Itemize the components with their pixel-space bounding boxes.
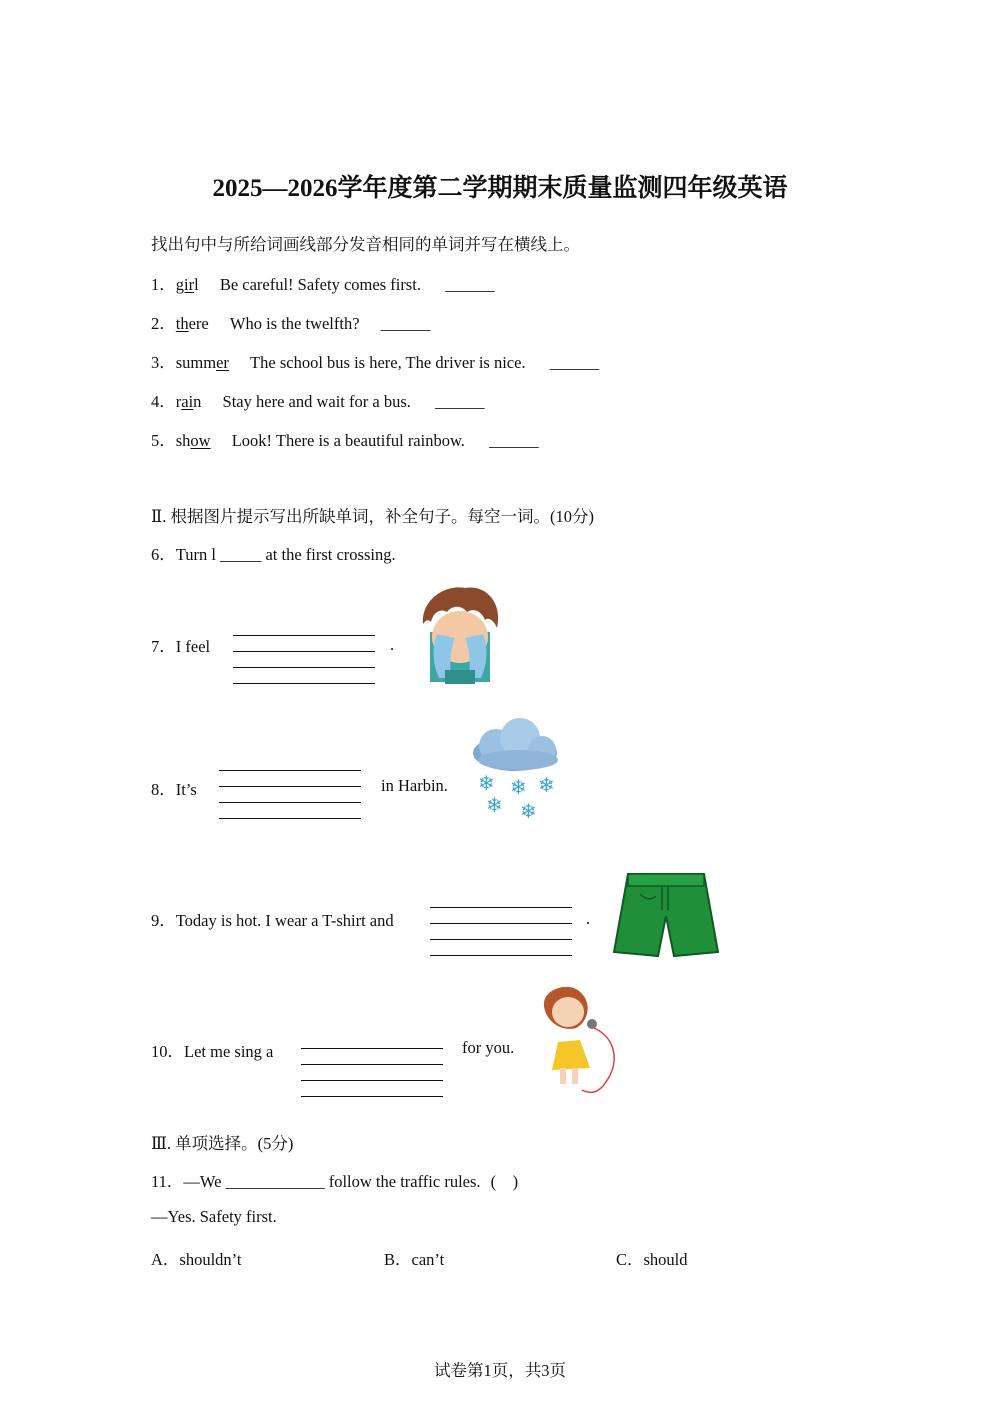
svg-text:❄: ❄ xyxy=(478,771,495,795)
answer-line[interactable] xyxy=(430,939,572,940)
question-number: 5． xyxy=(151,431,176,450)
question-number: 1． xyxy=(151,275,176,294)
question-text: Let me sing a xyxy=(184,1042,274,1061)
answer-line[interactable] xyxy=(219,802,361,803)
given-word-underlined: th xyxy=(175,314,189,333)
question-sentence: Who is the twelfth? xyxy=(229,314,360,333)
svg-text:❄: ❄ xyxy=(486,793,503,817)
answer-blank[interactable]: ______ xyxy=(380,314,431,333)
question-sentence: Stay here and wait for a bus. xyxy=(222,392,411,411)
given-word-underlined: er xyxy=(216,353,229,372)
question-2 xyxy=(151,310,430,334)
singing-girl-icon xyxy=(536,982,620,1100)
question-number: 2． xyxy=(151,314,176,333)
option-b[interactable] xyxy=(384,1246,444,1270)
question-number: 4． xyxy=(151,392,176,411)
answer-line[interactable] xyxy=(219,770,361,771)
option-text: shouldn’t xyxy=(179,1250,242,1269)
question-text: Today is hot. I wear a T-shirt and xyxy=(175,911,394,930)
answer-line[interactable] xyxy=(219,786,361,787)
crying-boy-icon xyxy=(415,582,505,686)
given-word-suffix: l xyxy=(194,275,199,294)
option-label: C． xyxy=(616,1250,644,1269)
option-text: should xyxy=(643,1250,688,1269)
section1-heading: 找出句中与所给词画线部分发音相同的单词并写在横线上。 xyxy=(151,235,580,254)
page-footer: 试卷第1页，共3页 xyxy=(434,1361,566,1380)
sentence-end: . xyxy=(586,909,591,928)
answer-blank[interactable]: ______ xyxy=(445,275,495,294)
question-text: —We ____________ follow the traffic rules. xyxy=(183,1172,481,1191)
given-word-suffix: ere xyxy=(188,314,209,333)
question-number: 8． xyxy=(151,780,176,799)
question-number: 10． xyxy=(151,1042,184,1061)
answer-line[interactable] xyxy=(301,1096,443,1097)
question-4 xyxy=(151,388,485,412)
answer-blank[interactable]: ______ xyxy=(435,392,485,411)
given-word-underlined: ow xyxy=(190,431,211,450)
question-1 xyxy=(151,271,495,295)
answer-line[interactable] xyxy=(301,1048,443,1049)
question-7 xyxy=(151,633,210,657)
answer-line[interactable] xyxy=(233,651,375,652)
given-word-prefix: summ xyxy=(175,353,217,372)
given-word-underlined: gir xyxy=(175,275,195,294)
question-sentence: The school bus is here, The driver is nice. xyxy=(250,353,526,372)
snow-cloud-icon xyxy=(470,718,565,823)
answer-line[interactable] xyxy=(301,1064,443,1065)
answer-blank[interactable]: ______ xyxy=(549,353,600,372)
sentence-end: in Harbin. xyxy=(381,776,448,795)
section2-heading: Ⅱ. 根据图片提示写出所缺单词，补全句子。每空一词。(10分) xyxy=(151,507,594,526)
question-text: I feel xyxy=(175,637,211,656)
question-11 xyxy=(151,1168,518,1192)
section3-heading: Ⅲ. 单项选择。(5分) xyxy=(151,1134,294,1153)
question-number: 7． xyxy=(151,637,176,656)
question-10 xyxy=(151,1038,273,1062)
question-6 xyxy=(151,541,396,565)
question-text: It’s xyxy=(175,780,197,799)
given-word-suffix: n xyxy=(193,392,202,411)
option-label: A． xyxy=(151,1250,180,1269)
answer-line[interactable] xyxy=(430,907,572,908)
sentence-end: for you. xyxy=(462,1038,515,1057)
given-word-underlined: ai xyxy=(181,392,194,411)
page-title: 2025—2026学年度第二学期期末质量监测四年级英语 xyxy=(212,175,788,202)
option-label: B． xyxy=(384,1250,412,1269)
answer-line[interactable] xyxy=(219,818,361,819)
answer-line[interactable] xyxy=(233,635,375,636)
question-number: 3． xyxy=(151,353,176,372)
answer-line[interactable] xyxy=(301,1080,443,1081)
question-8 xyxy=(151,776,197,800)
option-a[interactable] xyxy=(151,1246,241,1270)
question-sentence: Look! There is a beautiful rainbow. xyxy=(231,431,465,450)
green-shorts-icon xyxy=(612,870,720,958)
sentence-end: . xyxy=(390,635,395,654)
svg-text:❄: ❄ xyxy=(510,775,527,799)
answer-line[interactable] xyxy=(233,683,375,684)
svg-text:❄: ❄ xyxy=(520,799,537,823)
question-number: 9． xyxy=(151,911,176,930)
answer-parentheses[interactable]: ( ) xyxy=(490,1172,519,1191)
option-text: can’t xyxy=(411,1250,445,1269)
question-5 xyxy=(151,427,539,451)
svg-text:❄: ❄ xyxy=(538,773,555,797)
question-number: 11． xyxy=(151,1172,184,1191)
question-3 xyxy=(151,349,599,373)
given-word-prefix: r xyxy=(175,392,182,411)
answer-line[interactable] xyxy=(430,923,572,924)
answer-blank[interactable]: ______ xyxy=(489,431,539,450)
question-9 xyxy=(151,907,394,931)
answer-line[interactable] xyxy=(430,955,572,956)
question-number: 6． xyxy=(151,545,176,564)
question-11-response: —Yes. Safety first. xyxy=(151,1207,277,1226)
option-c[interactable] xyxy=(616,1246,688,1270)
question-sentence: Be careful! Safety comes first. xyxy=(219,275,421,294)
question-text: Turn l _____ at the first crossing. xyxy=(175,545,396,564)
given-word-prefix: sh xyxy=(175,431,191,450)
answer-line[interactable] xyxy=(233,667,375,668)
